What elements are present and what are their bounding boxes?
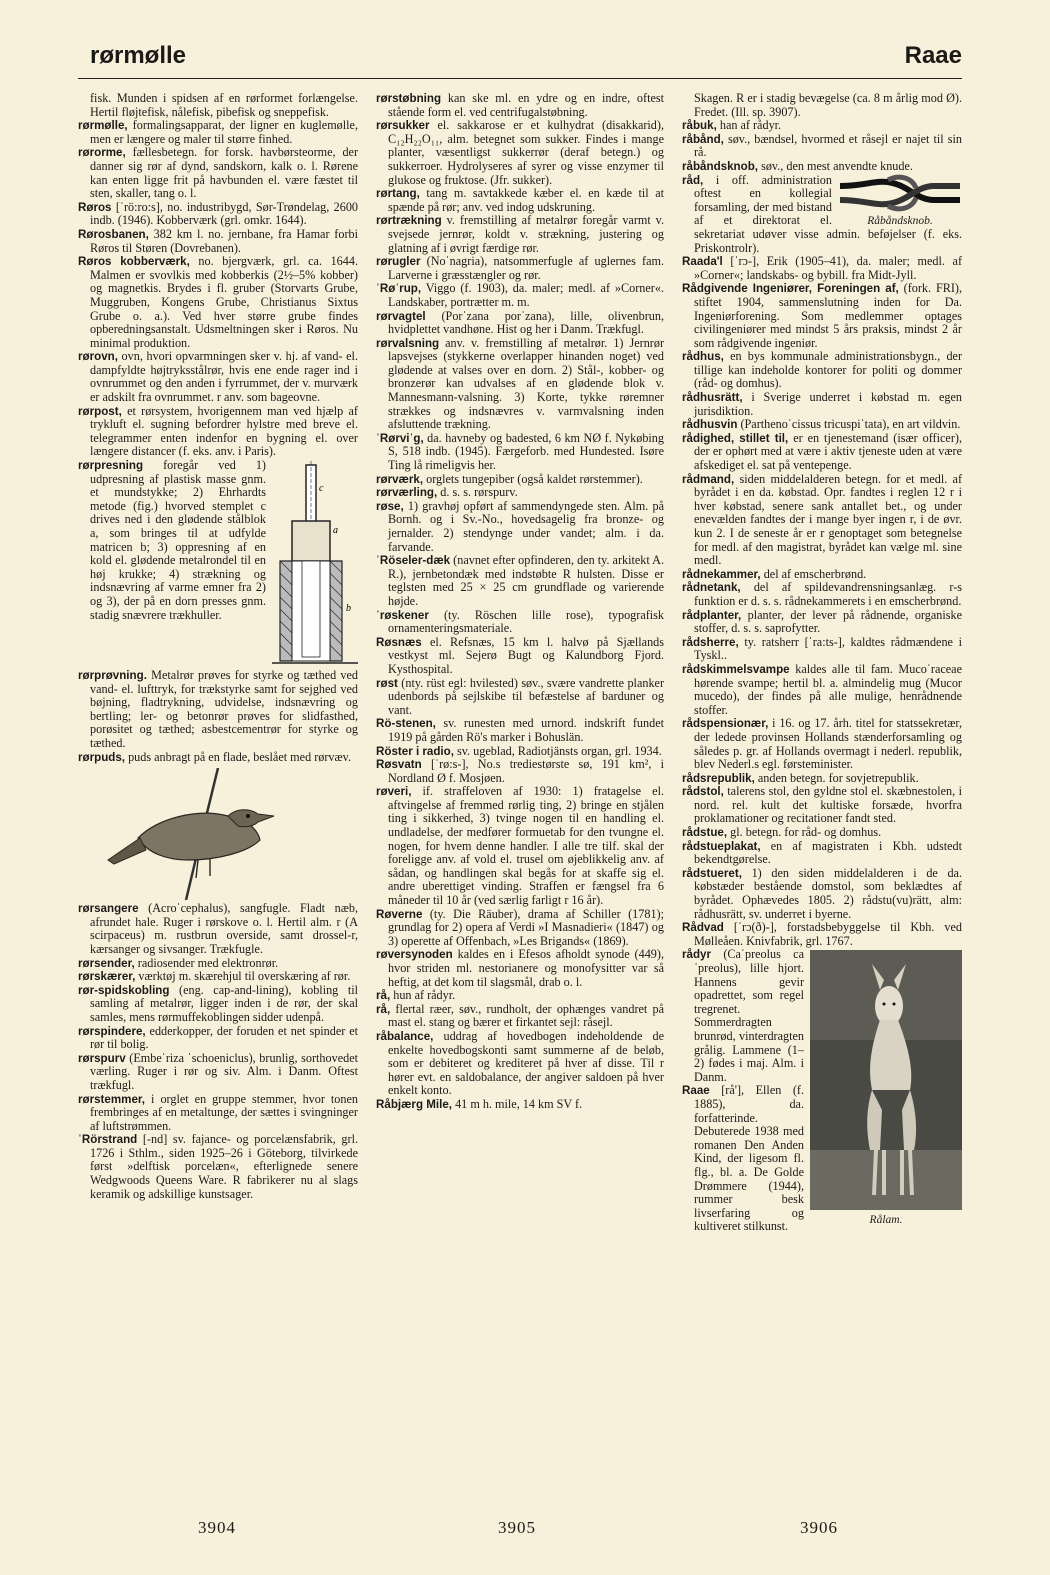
entry-term: Røverne [376, 907, 423, 921]
entry-text: (Porˈzana porˈzana), lille, olivenbrun, hvidplettet vandhøne. Hist og her i Danm. Trækfugl. [388, 308, 665, 337]
entry-text: (eng. cap-and-lining), kobling til samling af metalrør, ligger inden i de rør, der skal samles, mens rørmuffekoblingen sidder udenpå. [90, 982, 358, 1024]
entry-text: [ˈrɔ-], Erik (1905–41), da. maler; medl. af »Corner«; landskabs- og bybill. fra Midt-Jyll. [694, 254, 962, 282]
entry [682, 826, 962, 840]
entry-term: Rørosbanen, [78, 227, 149, 241]
entry-term: rørmølle, [78, 119, 128, 133]
entry-text: fisk. Munden i spidsen af en rørformet forlængelse. Hertil fløjtefisk, nålefisk, pibefisk og sneppefisk. [90, 91, 358, 119]
header-rule [78, 78, 962, 79]
entry-text: Metalrør prøves for styrke og tæthed ved vand- el. lufttryk, for trækstyrke samt for sejghed ved bøjning, fladtrykning, udvidelse, indsnævring og bertling; ler- og betonrør prøves for slidfasthed, porøsitet og tæthed; asbestcementrør for styrke og tæthed. [90, 668, 358, 750]
entry-term: rørstemmer, [78, 1092, 146, 1106]
entry-text: 382 km l. no. jernbane, fra Hamar forbi Røros til Støren (Dovrebanen). [90, 226, 358, 255]
entry-text: edderkopper, der foruden et net spinder et rør til bolig. [90, 1023, 359, 1052]
entry [682, 473, 962, 568]
entry-text: if. straffeloven af 1930: 1) fratagelse el. aftvingelse af fremmed rørlig ting, 2) bringe en stjålen ting i sikkerhed, 3) tvinge nogen til en handling el. undladelse, der medfører formuetab for den tvungne el. nogen, for hvem denne handler. I alle tre tilf. skal der foreligge anv. af vold el. trusel om øjeblikkelig anv. af sådan, og handlingen skal begås for at skaffe sig el. andre uberettiget vinding. Straffen er fængsel fra 6 måneder til 10 år (ved særlig farligt r 16 år). [388, 784, 665, 908]
entry-text: fællesbetegn. for forsk. havbørsteorme, der danner sig rør af dynd, sandskorn, kalk o. l. Rørene kan enten ligge frit på havbunden el. være fæstet til sten, skaller, tang o. l. [90, 145, 359, 201]
entry-term: Raada'l [682, 255, 723, 269]
entry-text: da. havneby og badested, 6 km NØ f. Nykøbing S, 518 indb. (1945). Færgeforb. med Hundested. Isøre Ting lå rimeligvis her. [388, 430, 664, 473]
entry-text: søv., den mest anvendte knude. [761, 158, 913, 173]
entry-term: rørsukker [376, 119, 430, 133]
entry-term: Rö-stenen, [376, 717, 436, 731]
entry-term: rørsangere [78, 902, 139, 916]
entry [376, 432, 664, 473]
entry [682, 160, 962, 174]
entry [376, 745, 664, 759]
entry [682, 717, 962, 771]
entry [78, 92, 358, 119]
entry-text: uddrag af hovedbogen indeholdende de enkelte hovedbogskonti samt summerne af de beløb, som er debiteret og krediteret på hver af disse. Til r hører evt. en saldobalance, der angiver saldoen på hver enkelt konto. [388, 1028, 664, 1098]
entry-text: (navnet efter opfinderen, den ty. arkitekt A. R.), jernbetondæk med indstøbte R hulsten. Disse er teglsten med 25 × 25 cm grundflade og varierende højde. [388, 553, 665, 608]
entry-term: ˈRöseler-dæk [376, 554, 451, 568]
entry-term: rørstøbning [376, 92, 442, 105]
entry-text: (Parthenoˈcissus tricuspiˈtata), en art vildvin. [740, 417, 961, 432]
entry [78, 1052, 358, 1093]
entry-text: ty. ratsherr [ˈra:ts-], kaldtes rådmændene i Tyskl.. [694, 634, 962, 663]
entry-term: røst [376, 676, 398, 690]
entry [682, 636, 962, 663]
entry [376, 1030, 664, 1098]
entry [78, 1025, 358, 1052]
entry-term: røversynoden [376, 948, 453, 962]
entry [376, 948, 664, 989]
entry [682, 255, 962, 282]
entry-text: sv. ugeblad, Radiotjänsts organ, grl. 1934. [457, 743, 662, 758]
entry-text: foregår ved 1) udpresning af plastisk masse gnm. et mundstykke; 2) Ehrhardts metode (fig.) hvorved stemplet c drives ned i den glødende stålblok a, som bringes til at udfylde matricen b; 3) oppresning af en kold el. glødende metalrondel til en høj krukke; 4) strækning og indsnævring af varme emner fra 2) og 3), der på en dorn presses gnm. stadig snævrere trækhuller. [90, 458, 266, 622]
entry-term: rørpresning [78, 459, 144, 473]
entry [376, 636, 664, 677]
entry [682, 581, 962, 608]
entry [78, 984, 358, 1025]
entry [682, 350, 962, 391]
entry-text: Skagen. R er i stadig bevægelse (ca. 8 m årlig mod Ø). Fredet. (Ill. sp. 3907). [694, 91, 962, 119]
entry-text: no. bjergværk, grl. ca. 1644. Malmen er svovlkis med kobberkis (2½–5% kobber) og magnetkis. Brydes i fl. gruber (Storvarts Grube, Muggruben, Kongens Grube, Christianus Sixtus Grube o. a.). Ved hver større grube findes opberedningsanstalt. Udsmeltningen sker i Røros. Nu minimal produktion. [90, 254, 358, 350]
entry-term: rådskimmelsvampe [682, 662, 790, 676]
knot-caption: Råbåndsknob. [867, 215, 933, 228]
column-3906 [682, 92, 962, 1234]
entry-text: del af emscherbrønd. [763, 566, 867, 581]
entry-text: el. sakkarose er et kulhydrat (disakkarid), C₁₂H₂₂O₁₁, alm. betegnet som sukker. Findes i mange planter, væsentligst sukkerrør (deraf betegn.) og sukkerroer. Hydrolyseres af syrer og visse enzymer til glukose og fruktose. (Jfr. sukker). [388, 118, 664, 187]
entry-term: rå, [376, 1002, 391, 1016]
entry-term: rå, [376, 989, 391, 1003]
entry-term: Røsvatn [376, 758, 422, 772]
entry [682, 772, 962, 786]
entry-term: røveri, [376, 785, 412, 799]
entry-text: hun af rådyr. [393, 988, 456, 1003]
entry-term: rørvagtel [376, 309, 426, 323]
entry-text: anden betegn. for sovjetrepublik. [757, 770, 919, 785]
entry-term: rørspurv [78, 1051, 126, 1065]
entry-term: rådstueplakat, [682, 839, 761, 853]
entry-text: del af spildevandrensningsanlæg. r-s funktion er d. s. s. rådnekammerets i en emscherbrønd. [694, 580, 963, 608]
entry [682, 609, 962, 636]
entry [376, 187, 664, 214]
entry [376, 785, 664, 907]
entry-term: ˈRørviˈg, [376, 431, 424, 445]
entry-term: råbalance, [376, 1029, 434, 1043]
entry [682, 568, 962, 582]
entry-term: rådstol, [682, 785, 724, 799]
entry [78, 751, 358, 765]
entry-term: Röster i radio, [376, 744, 454, 758]
entry [376, 908, 664, 949]
entry-text: tang m. savtakkede kæber el. en kæde til at spænde på rør; anv. ved indog udskruning. [388, 186, 664, 214]
entry [78, 1093, 358, 1134]
entry-text: orglets tungepiber (også kaldet rørstemmer). [426, 471, 643, 486]
page-number-right: 3906 [800, 1518, 838, 1537]
entry [376, 554, 664, 608]
column-3905 [376, 92, 664, 1112]
entry-term: ˈRøˈrup, [376, 282, 422, 296]
entry [376, 1003, 664, 1030]
entry [376, 486, 664, 500]
entry-text: (ty. Die Räuber), drama af Schiller (1781); grundlag for 2) opera af Verdi »I Masnadieri« (1847) og 3) operette af Offenbach, »Les Brigands« (1869). [388, 906, 665, 948]
entry [682, 92, 962, 119]
entry [376, 119, 664, 187]
entry [682, 867, 962, 921]
entry-text: i orglet en gruppe stemmer, hvor tonen frembringes af en metaltunge, der sættes i svingninger af luftstrømmen. [90, 1091, 358, 1133]
entry-term: rørværling, [376, 486, 438, 500]
entry-term: rørspindere, [78, 1024, 146, 1038]
entry [682, 119, 962, 133]
entry-text: (nty. rüst egl: hvilested) søv., svære vandrette planker udenbords på sejlskibe til befæstelse af barduner og vant. [388, 675, 665, 717]
reef-knot-figure [838, 174, 962, 226]
entry [682, 432, 962, 473]
entry-term: rådstueret, [682, 866, 742, 880]
entry [78, 1133, 358, 1201]
entry [376, 500, 664, 554]
entry-text: (Acroˈcephalus), sangfugle. Fladt næb, afrundet hale. Ruger i rørskove o. l. Hertil alm. r (A scirpaceus) m. rustbrun overside, samt drossel-r, kærsanger og sivsanger. Trækfugle. [90, 901, 358, 956]
tube-press-diagram [272, 461, 358, 669]
label-a: a [333, 525, 338, 537]
entry [78, 405, 358, 459]
entry [376, 473, 664, 487]
entry-term: rådhus, [682, 350, 724, 364]
entry-text: han af rådyr. [719, 118, 782, 133]
entry [78, 146, 358, 200]
page-number-left: 3904 [198, 1518, 236, 1537]
entry-text: siden middelalderen betegn. for et medl. af byrådet i en da. købstad. Opr. fandtes i reglen 12 r i hver købstad, senere sank antallet bet., og under enevælden fandtes der i mange byer ingen r, i de øvr. kun 2. I de seneste år er r genoptaget som betegnelse for medl. af den magistrat, byrådet kan vælge ml. sine medl. [694, 471, 963, 568]
entry [682, 282, 962, 350]
entry-text: d. s. s. rørspurv. [440, 485, 518, 500]
entry-text: puds anbragt på en flade, beslået med rørvæv. [128, 749, 351, 764]
entry-term: rør-spidskobling [78, 983, 170, 997]
entry [78, 119, 358, 146]
entry-term: Røsnæs [376, 635, 422, 649]
entry-text: gl. betegn. for råd- og domhus. [730, 825, 882, 840]
entry [682, 785, 962, 826]
entry-text: i off. administration oftest en kollegial forsamling, der med bistand af et direktorat el. sekretariat udøver visse admin. beføjelser (f. eks. Priskontrolr). [694, 172, 962, 255]
entry-text: kaldes en i Efesos afholdt synode (449), hvor striden ml. nestorianere og monofysitter var så heftig, at det kom til slagsmål, drab o. l. [388, 947, 665, 989]
entry-term: rørsender, [78, 956, 135, 970]
entry-text: (fork. FRI), stiftet 1904, sammenslutning inden for Da. Ingeniørforening. Som medlemmer optages civilingeniører med mindst 5 års praksis, mindst 2 år som rådgivende ingeniør. [694, 281, 963, 350]
entry [376, 609, 664, 636]
entry-term: ˈrøskener [376, 608, 429, 622]
entry-term: rørskærer, [78, 970, 136, 984]
entry [78, 669, 358, 751]
entry-term: ˈRörstrand [78, 1133, 138, 1147]
entry [376, 1098, 664, 1112]
reed-warbler-figure [78, 768, 358, 900]
entry-term: rådstue, [682, 826, 728, 840]
entry [376, 92, 664, 119]
page-number-middle: 3905 [498, 1518, 536, 1537]
entry [376, 255, 664, 282]
entry-term: Røros [78, 200, 112, 214]
entry [78, 970, 358, 984]
entry-term: røse, [376, 499, 404, 513]
entry-term: rørværk, [376, 472, 424, 486]
entry [376, 282, 664, 309]
entry-term: Røros kobberværk, [78, 255, 190, 269]
entry [682, 921, 962, 948]
entry-term: råbånd, [682, 132, 724, 146]
entry-text: [ˈrö:ro:s], no. industribygd, Sør-Trøndelag, 2600 indb. (1946). Kobberværk (grl. omkr. 1644). [90, 199, 359, 228]
entry-term: Rådgivende Ingeniører, Foreningen af, [682, 282, 899, 296]
entry-term: rådighed, stillet til, [682, 431, 789, 445]
entry-text: i 16. og 17. årh. titel for statssekretær, der ledede provinsen Hollands stænderforsamling og således p. gr. af Hollands overmagt i nederl. republik, blev Nederl.s egl. førsteminister. [694, 716, 962, 772]
entry [78, 902, 358, 956]
entry-term: rørpost, [78, 404, 122, 418]
entry-text: et rørsystem, hvorigennem man ved hjælp af trykluft el. sugning befordrer hylstre med breve el. telegrammer enten indenfor en bygning el. over længere distancer (f. eks. anv. i Paris). [90, 403, 358, 459]
entry-term: Rådvad [682, 921, 724, 935]
entry [376, 717, 664, 744]
entry-term: rørtang, [376, 187, 420, 201]
entry [376, 310, 664, 337]
entry-term: rådmand, [682, 472, 735, 486]
entry-text: planter, der lever på rådnende, organiske stoffer, d. s. s. saprofytter. [694, 607, 963, 636]
entry [682, 663, 962, 717]
entry-text: [-nd] sv. fajance- og porcelænsfabrik, grl. 1726 i Sthlm., siden 1925–26 i Göteborg, tilvirkede først »delftisk porcelæn«, efterlignede senere Wedgwoods Queens Ware. R fabrikerer nu al slags keramik og adskillige kunstsager. [90, 1132, 359, 1201]
entry-term: rådhusvin [682, 418, 738, 432]
entry-text: 1) gravhøj opført af sammendyngede sten. Alm. på Bornh. og i Sv.-No., hovedsagelig fra bronze- og jernalder. 2) stendynge under vandet; alm. i da. farvande. [388, 498, 665, 554]
entry-term: rørpuds, [78, 750, 126, 764]
entry [78, 957, 358, 971]
entry-text: v. fremstilling af metalrør foregår varmt v. svejsede jernrør, koldt v. strækning, justering og glatning af i øvrigt færdige rør. [388, 213, 664, 255]
page-header [78, 42, 962, 78]
entry-text: kaldes alle til fam. Mucoˈraceae hørende svampe; hertil bl. a. almindelig mug (Mucor mucedo), der findes på alle mulige, henrådnende stoffer. [694, 661, 962, 717]
entry-text: en bys kommunale administrationsbygn., der tillige kan indeholde kontorer for politi og dommer (råd- og domhus). [694, 349, 963, 391]
entry-term: rådnekammer, [682, 567, 761, 581]
entry-term: rådnetank, [682, 581, 741, 595]
entry-text: [rå'], Ellen (f. 1885), da. forfatterinde. Debuterede 1938 med romanen Den Anden Kind, der ligesom fl. flg., bl. a. De Golde Drømmere (1944), rummer besk livserfaring og kultiveret stilkunst. [694, 1083, 805, 1234]
reef-knot-drawing [838, 174, 962, 212]
entry-text: radiosender med elektronrør. [137, 955, 279, 970]
entry-term: rådsherre, [682, 635, 739, 649]
entry [376, 214, 664, 255]
entry-text: ovn, hvori opvarmningen sker v. hj. af vand- el. dampfyldte højtryksstålrør, hvis ene ende rager ind i ovnrummet og den anden i fyrrummet, der v. murværk er adskilt fra ovnrummet. r anv. som bageovne. [90, 349, 358, 405]
entry-text: talerens stol, den gyldne stol el. skæbnestolen, i nord. rel. kult det kultiske forsæde, hvorfra proklamationer og recitationer fandt sted. [694, 784, 962, 826]
entry-text: er en tjenestemand (især officer), der er ophørt med at være i aktiv tjeneste uden at være afskediget el. sat på ventepenge. [694, 430, 962, 473]
entry-term: rørprøvning. [78, 669, 147, 683]
entry-text: (Noˈnagria), natsommerfugle af uglernes fam. Larverne i græsstængler og rør. [388, 254, 665, 282]
entry-term: rørovn, [78, 350, 118, 364]
entry [78, 255, 358, 350]
entry-text: el. Refsnæs, 15 km l. halvø på Sjællands vestkyst ml. Sejerø Bugt og Kalundborg Fjord. Kysthospital. [388, 634, 664, 676]
label-b: b [346, 603, 351, 615]
entry [376, 758, 664, 785]
column-3904 [78, 92, 358, 1201]
entry-text: 41 m h. mile, 14 km SV f. [455, 1096, 583, 1111]
entry [78, 228, 358, 255]
entry-text: værktøj m. skærehjul til overskæring af rør. [138, 969, 351, 984]
entry [78, 201, 358, 228]
entry-text: (Caˈpreolus caˈpreolus), lille hjort. Hannens gevir opadrettet, som regel tregrenet. Sommerdragten brunrød, vinterdragten grålig. Lammene (1–2) fødes i maj. Alm. i Danm. [694, 947, 804, 1084]
header-right-headword: Raae [904, 42, 962, 69]
entry [78, 350, 358, 404]
entry-text: kan ske ml. en ydre og en indre, oftest stående form el. ved centrifugalstøbning. [388, 91, 664, 119]
entry-term: rørtrækning [376, 214, 442, 228]
entry [682, 418, 962, 432]
entry [682, 133, 962, 160]
entry-term: Råbjærg Mile, [376, 1097, 453, 1111]
entry-text: flertal ræer, søv., rundholt, der ophænges vandret på mast el. stang og bærer et firkantet sejl: råsejl. [388, 1001, 665, 1030]
header-left-headword: rørmølle [90, 42, 187, 69]
entry-text: anv. v. fremstilling af metalrør. 1) Jernrør lapsvejses (stykkerne overlapper hinanden noget) ved glødende at valses over en dorn. 2) Stål-, kobber- og bronzerør kan udvalses af en glødende blok v. Mannesmann-valsning. 3) Korte, tykke røremner strækkes og indsnævres v. varmvalsning inden afsluttende trækning. [388, 335, 664, 432]
deer-caption: Rålam. [869, 1214, 903, 1226]
entry [682, 391, 962, 418]
tube-press-figure [272, 461, 358, 669]
entry [376, 337, 664, 432]
entry-term: rådyr [682, 948, 712, 962]
entry-text: formalingsapparat, der ligner en kuglemølle, men er længere og maler til større finhed. [90, 118, 358, 146]
entry-text: søv., bændsel, hvormed et råsejl er najet til sin rå. [694, 131, 962, 160]
entry-text: [ˈrɔ(ð)-], forstadsbebyggelse til Kbh. ved Mølleåen. Knivfabrik, grl. 1767. [694, 920, 963, 948]
entry-term: Raae [682, 1084, 710, 1098]
entry-text: en af magistraten i Kbh. udstedt bekendtgørelse. [694, 838, 962, 867]
entry-term: råbuk, [682, 119, 717, 133]
entry-term: rørvalsning [376, 336, 440, 350]
entry-term: råbåndsknob, [682, 159, 759, 173]
entry-text: i Sverige underret i købstad m. egen jurisdiktion. [694, 390, 963, 418]
roe-deer-photograph [810, 950, 962, 1210]
entry-term: rådsrepublik, [682, 771, 755, 785]
entry-term: rørugler [376, 255, 421, 269]
entry-text: (ty. Röschen lille rose), typografisk ornamenteringsmateriale. [388, 607, 665, 636]
label-c: c [319, 483, 324, 495]
entry-text: 1) den siden middelalderen i de da. købstæder bestående domstol, som beklædtes af byrådet. Ophævedes 1805. 2) rådstu(vu)rätt, alm: rådhusrätt, sv. underret i byerne. [694, 865, 963, 921]
entry-term: råd, [682, 173, 704, 187]
entry-text: [ˈrø:s-], No.s trediestørste sø, 191 km², i Nordland Ø f. Mosjøen. [388, 757, 664, 785]
roe-deer-photo [810, 950, 962, 1226]
entry-term: rådplanter, [682, 608, 742, 622]
entry-text: (Embeˈriza ˈschoeniclus), brunlig, sorthovedet værling. Ruger i rør og siv. Alm. i Danm. Oftest trækfugl. [90, 1050, 358, 1092]
entry-term: rådspensionær, [682, 717, 769, 731]
entry-term: rørorme, [78, 146, 126, 160]
entry [376, 677, 664, 718]
entry [376, 989, 664, 1003]
entry-term: rådhusrätt, [682, 391, 743, 405]
entry-text: Viggo (f. 1903), da. maler; medl. af »Corner«. Landskaber, portrætter m. m. [388, 281, 664, 309]
entry-text: sv. runesten med urnord. indskrift fundet 1919 på gården Rö's marker i Bohuslän. [388, 716, 665, 744]
entry [682, 840, 962, 867]
reed-warbler-illustration [78, 768, 358, 900]
